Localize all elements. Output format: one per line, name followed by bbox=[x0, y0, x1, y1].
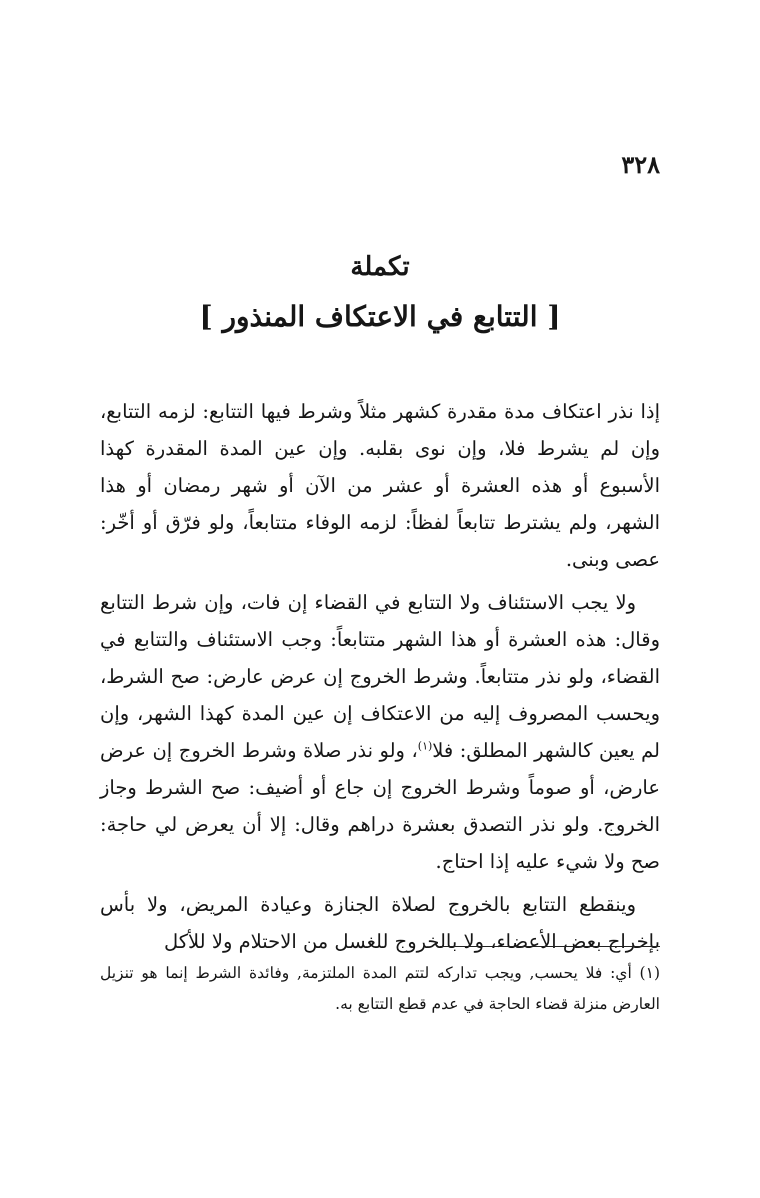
paragraph-1: إذا نذر اعتكاف مدة مقدرة كشهر مثلاً وشرط فيها التتابع: لزمه التتابع، وإن لم يشرط فلا، وإن نوى بقلبه. وإن عين المدة المقدرة كهذا الأسبوع أو هذه العشرة أو عشر من الآن أو شهر رمضان أو هذا الشهر، ولم يشترط تتابعاً لفظاً: لزمه الوفاء متتابعاً، ولو فرّق أو أخّر: عصى وبنى. bbox=[100, 400, 660, 571]
section-title: [ التتابع في الاعتكاف المنذور ] bbox=[199, 300, 561, 333]
paragraph-2 bbox=[100, 584, 660, 880]
paragraph-3: وينقطع التتابع بالخروج لصلاة الجنازة وعيادة المريض، ولا بأس بإخراج بعض الأعضاء، ولا بالخروج للغسل من الاحتلام ولا للأكل bbox=[100, 893, 660, 953]
footnote: (١) أي: فلا يحسب, ويجب تداركه لتتم المدة الملتزمة, وفائدة الشرط إنما هو تنزيل العارض منزلة قضاء الحاجة في عدم قطع التتابع به. bbox=[100, 964, 660, 1013]
chapter-title: تكملة bbox=[350, 252, 410, 282]
body-text bbox=[100, 393, 660, 966]
page-number: ٣٢٨ bbox=[621, 150, 660, 179]
paragraph-2-continuation: ، ولو نذر صلاة وشرط الخروج إن عرض عارض، أو صوماً وشرط الخروج إن جاع أو أضيف: صح الشرط وجاز الخروج. ولو نذر التصدق بعشرة دراهم وقال: إلا أن يعرض لي حاجة: صح ولا شيء عليه إذا احتاج. bbox=[100, 739, 660, 873]
footnote-divider bbox=[440, 946, 660, 947]
paragraph-2-text: ولا يجب الاستئناف ولا التتابع في القضاء إن فات، وإن شرط التتابع وقال: هذه العشرة أو هذا الشهر متتابعاً: وجب الاستئناف والتتابع في القضاء، ولو نذر متتابعاً. وشرط الخروج إن عرض عارض: صح الشرط، ويحسب المصروف إليه من الاعتكاف إن عين المدة كهذا الشهر، وإن لم يعين كالشهر المطلق: فلا bbox=[100, 591, 660, 762]
footnote-reference: (١) bbox=[417, 739, 433, 753]
